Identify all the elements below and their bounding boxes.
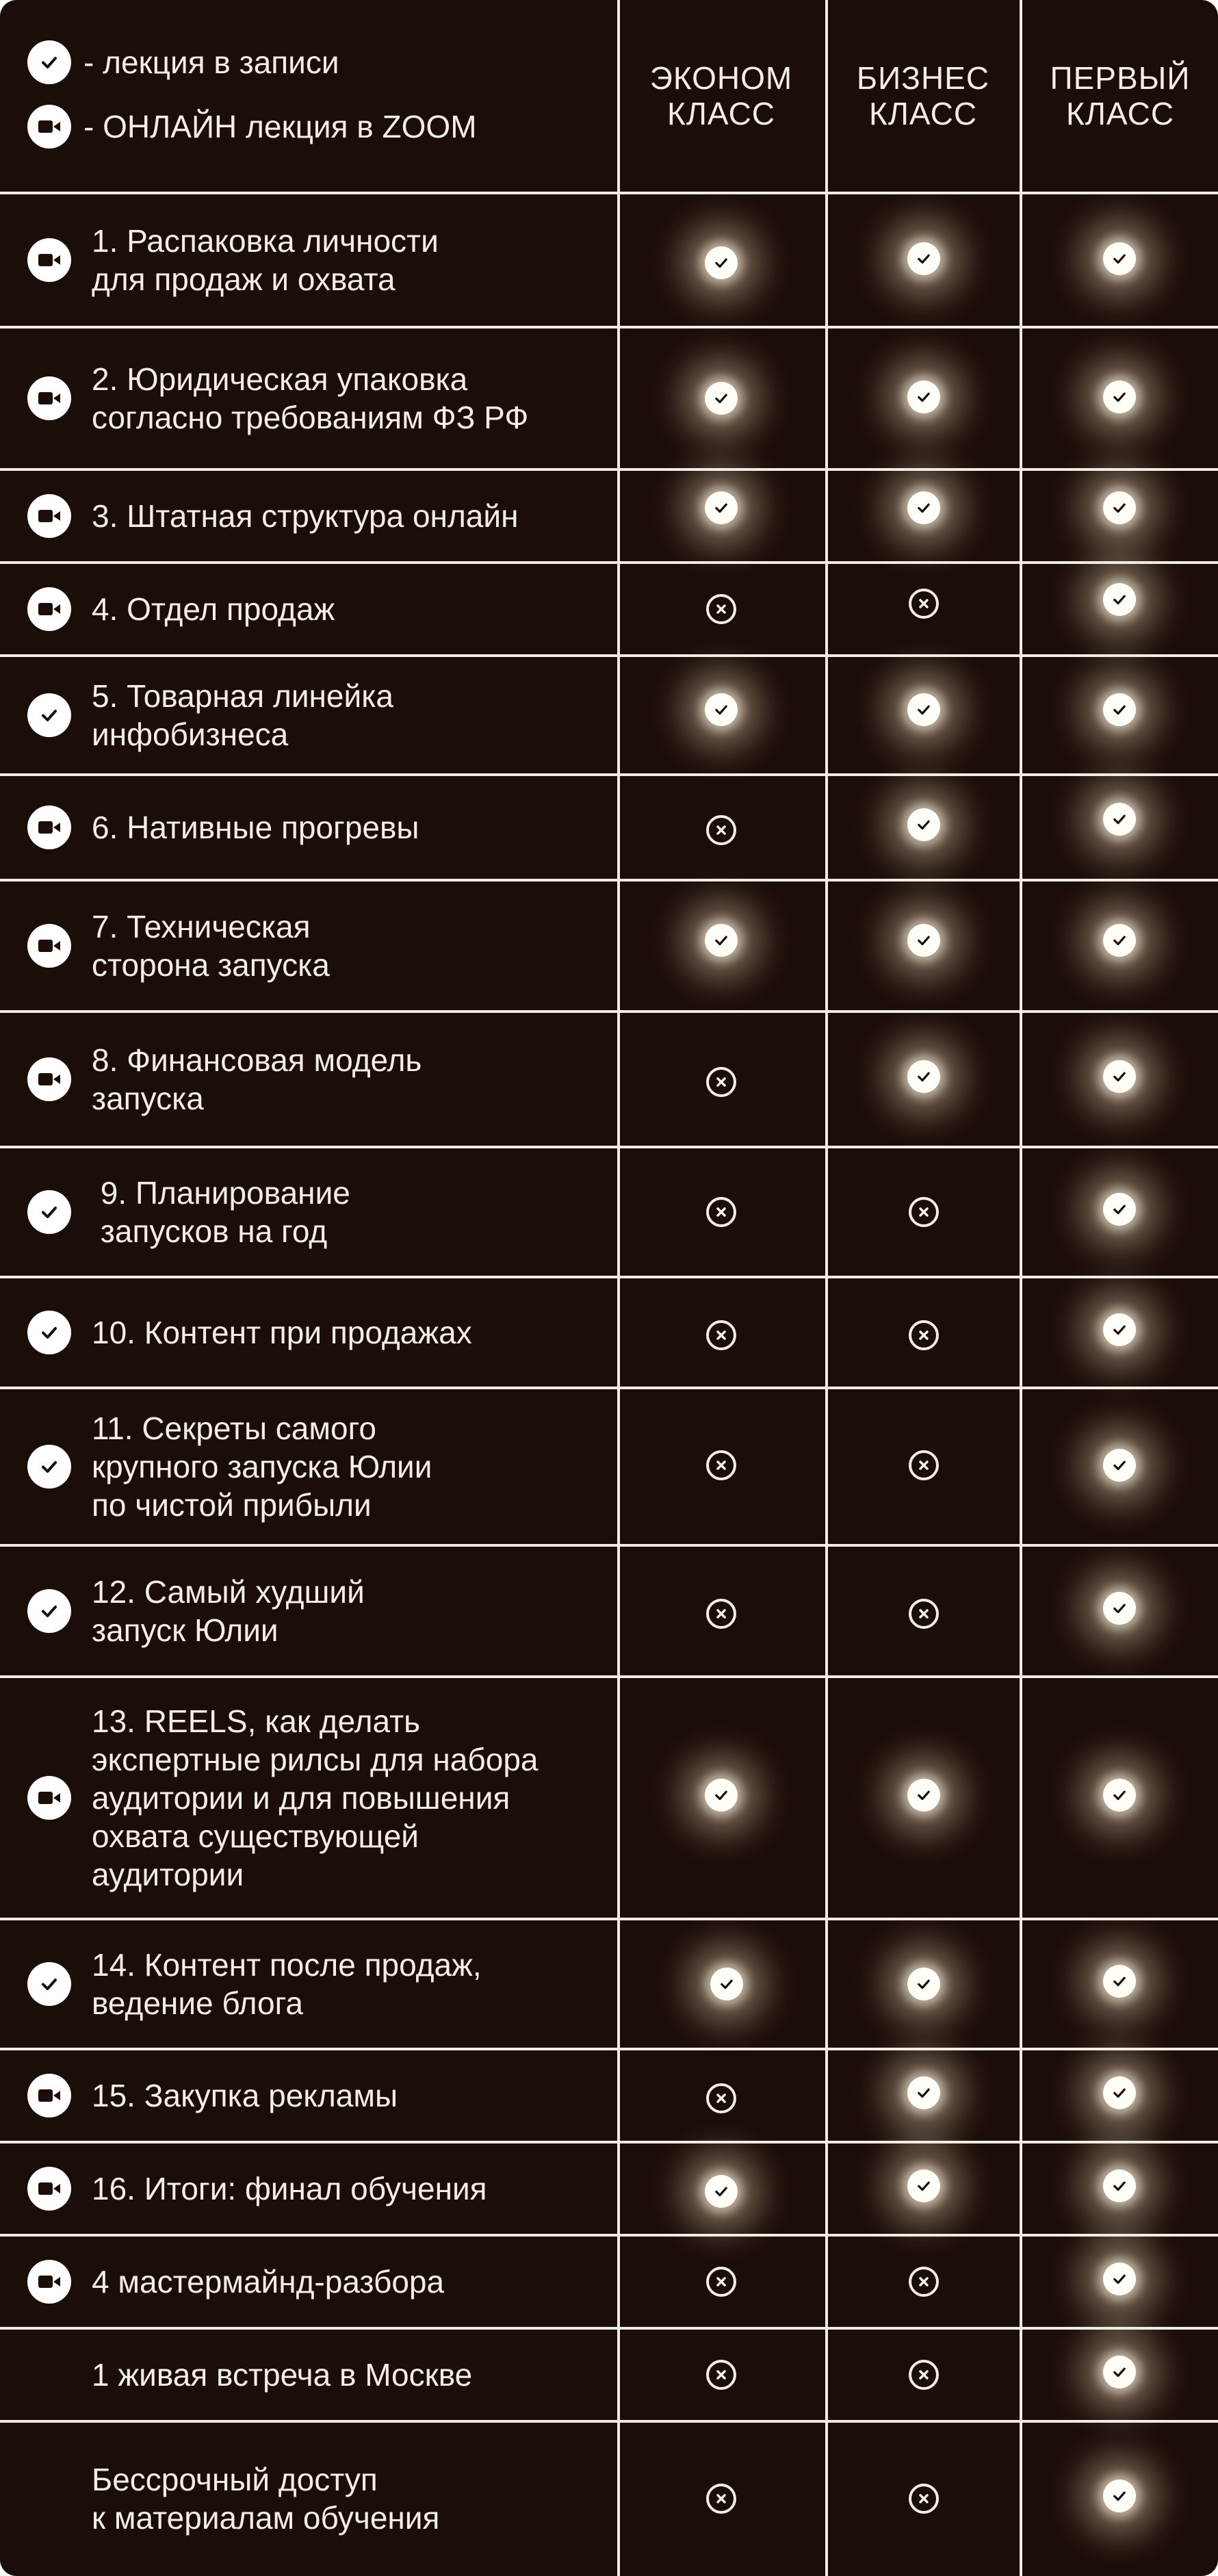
table-row bbox=[0, 2235, 1218, 2328]
row-title bbox=[92, 222, 625, 298]
table-row bbox=[0, 1677, 1218, 1919]
row-divider bbox=[0, 2141, 1218, 2143]
row-divider bbox=[0, 1387, 1218, 1389]
included-check-icon bbox=[1103, 1592, 1136, 1625]
table-row bbox=[0, 2142, 1218, 2235]
excluded-x-icon bbox=[706, 2484, 736, 2514]
excluded-x-icon bbox=[909, 589, 939, 619]
table-row bbox=[0, 656, 1218, 775]
row-title bbox=[92, 2263, 625, 2301]
table-row bbox=[0, 1919, 1218, 2049]
table-row bbox=[0, 2049, 1218, 2142]
row-title-line: запуска bbox=[92, 1081, 204, 1116]
check-icon bbox=[27, 1962, 71, 2006]
column-divider bbox=[825, 0, 828, 2576]
row-title-line: по чистой прибыли bbox=[92, 1487, 372, 1523]
video-camera-icon bbox=[27, 587, 71, 631]
row-title-line: 1 живая встреча в Москве bbox=[92, 2357, 473, 2393]
row-label bbox=[27, 1277, 625, 1388]
table-row bbox=[0, 469, 1218, 563]
row-divider bbox=[0, 1544, 1218, 1547]
excluded-x-icon bbox=[909, 2360, 939, 2390]
row-title-line: 1. Распаковка личности bbox=[92, 223, 439, 259]
excluded-x-icon bbox=[909, 1320, 939, 1350]
row-title bbox=[92, 1409, 625, 1524]
table-row bbox=[0, 1388, 1218, 1545]
included-check-icon bbox=[1103, 693, 1136, 726]
included-check-icon bbox=[1103, 1193, 1136, 1226]
row-title-line: 3. Штатная структура онлайн bbox=[92, 498, 519, 534]
check-icon bbox=[27, 1589, 71, 1633]
row-divider bbox=[0, 468, 1218, 471]
row-label bbox=[27, 2142, 625, 2235]
included-check-icon bbox=[1103, 1060, 1136, 1093]
video-camera-icon bbox=[27, 105, 71, 149]
row-title bbox=[92, 1174, 625, 1250]
row-title bbox=[92, 590, 625, 628]
row-title bbox=[92, 1946, 625, 2022]
row-title-line: запусков на год bbox=[92, 1213, 328, 1249]
included-check-icon bbox=[705, 246, 738, 279]
included-check-icon bbox=[1103, 2480, 1136, 2512]
row-title-line: 12. Самый худший bbox=[92, 1574, 365, 1610]
row-title-line: 2. Юридическая упаковка bbox=[92, 361, 468, 397]
column-header-economy: ЭКОНОМ КЛАСС bbox=[649, 60, 793, 131]
row-divider bbox=[0, 326, 1218, 329]
excluded-x-icon bbox=[909, 2484, 939, 2514]
row-label bbox=[27, 469, 625, 563]
legend-recorded bbox=[27, 38, 339, 86]
excluded-x-icon bbox=[909, 2267, 939, 2297]
row-title bbox=[92, 1573, 625, 1649]
excluded-x-icon bbox=[706, 815, 736, 845]
included-check-icon bbox=[705, 2175, 738, 2208]
row-title-line: крупного запуска Юлии bbox=[92, 1449, 432, 1484]
row-divider bbox=[0, 773, 1218, 776]
row-divider bbox=[0, 654, 1218, 657]
included-check-icon bbox=[907, 2076, 940, 2109]
row-title-line: 16. Итоги: финал обучения bbox=[92, 2171, 487, 2206]
included-check-icon bbox=[705, 924, 738, 957]
table-row bbox=[0, 1147, 1218, 1277]
check-icon bbox=[27, 1445, 71, 1489]
excluded-x-icon bbox=[706, 2083, 736, 2113]
included-check-icon bbox=[907, 1779, 940, 1812]
table-row bbox=[0, 2421, 1218, 2576]
row-title bbox=[92, 808, 625, 847]
row-title bbox=[92, 2460, 625, 2537]
included-check-icon bbox=[1103, 2076, 1136, 2109]
row-divider bbox=[0, 1918, 1218, 1920]
row-title bbox=[92, 1313, 625, 1352]
included-check-icon bbox=[705, 491, 738, 524]
included-check-icon bbox=[705, 693, 738, 726]
table-row bbox=[0, 563, 1218, 656]
row-label bbox=[27, 563, 625, 656]
included-check-icon bbox=[1103, 2169, 1136, 2202]
excluded-x-icon bbox=[706, 2267, 736, 2297]
included-check-icon bbox=[1103, 583, 1136, 616]
included-check-icon bbox=[1103, 381, 1136, 413]
row-label bbox=[27, 2421, 625, 2576]
row-title bbox=[92, 907, 625, 984]
column-header-business: БИЗНЕС КЛАСС bbox=[856, 60, 990, 131]
video-camera-icon bbox=[27, 2074, 71, 2117]
row-title-line: 9. Планирование bbox=[92, 1175, 350, 1211]
excluded-x-icon bbox=[909, 1599, 939, 1629]
included-check-icon bbox=[907, 242, 940, 275]
row-label bbox=[27, 2235, 625, 2328]
excluded-x-icon bbox=[706, 1450, 736, 1480]
included-check-icon bbox=[1103, 2356, 1136, 2388]
row-label bbox=[27, 1677, 625, 1919]
row-label bbox=[27, 1919, 625, 2049]
included-check-icon bbox=[907, 1060, 940, 1093]
row-title-line: 14. Контент после продаж, bbox=[92, 1947, 482, 1983]
included-check-icon bbox=[907, 381, 940, 413]
row-title-line: 7. Техническая bbox=[92, 909, 311, 944]
row-divider bbox=[0, 1146, 1218, 1148]
row-label bbox=[27, 1147, 625, 1277]
row-title-line: 10. Контент при продажах bbox=[92, 1315, 472, 1350]
included-check-icon bbox=[1103, 924, 1136, 957]
row-title bbox=[92, 677, 625, 754]
video-camera-icon bbox=[27, 376, 71, 420]
excluded-x-icon bbox=[909, 1197, 939, 1227]
row-title-line: сторона запуска bbox=[92, 947, 330, 983]
included-check-icon bbox=[1103, 803, 1136, 836]
row-divider bbox=[0, 2048, 1218, 2050]
video-camera-icon bbox=[27, 494, 71, 538]
table-row bbox=[0, 1012, 1218, 1147]
row-divider bbox=[0, 1010, 1218, 1013]
column-header-first: ПЕРВЫЙ КЛАСС bbox=[1050, 60, 1191, 131]
legend-recorded-text: - лекция в записи bbox=[83, 44, 339, 80]
row-title-line: запуск Юлии bbox=[92, 1612, 278, 1648]
legend-online-text: - ОНЛАЙН лекция в ZOOM bbox=[83, 109, 477, 144]
included-check-icon bbox=[1103, 2263, 1136, 2295]
row-title bbox=[92, 360, 625, 437]
row-divider bbox=[0, 561, 1218, 564]
included-check-icon bbox=[1103, 491, 1136, 524]
row-title-line: 5. Товарная линейка bbox=[92, 678, 393, 714]
row-title-line: аудитории и для повышения bbox=[92, 1780, 510, 1816]
row-title-line: 6. Нативные прогревы bbox=[92, 810, 419, 845]
row-label bbox=[27, 2049, 625, 2142]
video-camera-icon bbox=[27, 806, 71, 849]
row-title-line: Бессрочный доступ bbox=[92, 2462, 378, 2497]
row-title-line: 4. Отдел продаж bbox=[92, 591, 335, 627]
table-row bbox=[0, 2328, 1218, 2421]
table-row bbox=[0, 327, 1218, 469]
row-divider bbox=[0, 192, 1218, 194]
check-icon bbox=[27, 40, 71, 84]
row-divider bbox=[0, 2234, 1218, 2237]
row-title bbox=[92, 2356, 625, 2394]
row-title-line: инфобизнеса bbox=[92, 717, 289, 752]
row-title bbox=[92, 1041, 625, 1118]
row-title bbox=[92, 2169, 625, 2208]
check-icon bbox=[27, 693, 71, 737]
table-row bbox=[0, 775, 1218, 880]
included-check-icon bbox=[1103, 1965, 1136, 1998]
row-divider bbox=[0, 2420, 1218, 2423]
excluded-x-icon bbox=[706, 594, 736, 624]
row-label bbox=[27, 775, 625, 880]
video-camera-icon bbox=[27, 2167, 71, 2211]
included-check-icon bbox=[1103, 1449, 1136, 1482]
legend-online bbox=[27, 103, 477, 151]
video-camera-icon bbox=[27, 924, 71, 968]
row-title-line: 8. Финансовая модель bbox=[92, 1042, 422, 1078]
table-row bbox=[0, 1277, 1218, 1388]
video-camera-icon bbox=[27, 238, 71, 282]
included-check-icon bbox=[1103, 242, 1136, 275]
row-title-line: аудитории bbox=[92, 1857, 244, 1892]
row-label bbox=[27, 1012, 625, 1147]
video-camera-icon bbox=[27, 1776, 71, 1820]
row-title bbox=[92, 1702, 625, 1894]
row-title-line: 15. Закупка рекламы bbox=[92, 2078, 398, 2113]
row-label bbox=[27, 1545, 625, 1677]
row-title-line: для продаж и охвата bbox=[92, 261, 396, 297]
included-check-icon bbox=[710, 1968, 743, 2000]
row-title-line: к материалам обучения bbox=[92, 2500, 440, 2536]
included-check-icon bbox=[907, 924, 940, 957]
check-icon bbox=[27, 1311, 71, 1354]
row-divider bbox=[0, 1675, 1218, 1678]
excluded-x-icon bbox=[706, 2360, 736, 2390]
row-divider bbox=[0, 1276, 1218, 1278]
row-title-line: 4 мастермайнд-разбора bbox=[92, 2264, 445, 2300]
row-title-line: ведение блога bbox=[92, 1985, 303, 2021]
included-check-icon bbox=[907, 693, 940, 726]
video-camera-icon bbox=[27, 2260, 71, 2304]
excluded-x-icon bbox=[706, 1599, 736, 1629]
row-title-line: согласно требованиям ФЗ РФ bbox=[92, 400, 529, 435]
row-label bbox=[27, 656, 625, 775]
row-title-line: 13. REELS, как делать bbox=[92, 1703, 421, 1739]
row-title-line: охвата существующей bbox=[92, 1818, 419, 1854]
row-label bbox=[27, 2328, 625, 2421]
row-label bbox=[27, 327, 625, 469]
row-label bbox=[27, 193, 625, 327]
included-check-icon bbox=[907, 2169, 940, 2202]
excluded-x-icon bbox=[706, 1320, 736, 1350]
row-title-line: экспертные рилсы для набора bbox=[92, 1742, 539, 1777]
table-row bbox=[0, 880, 1218, 1012]
check-icon bbox=[27, 1190, 71, 1234]
included-check-icon bbox=[907, 1968, 940, 2000]
included-check-icon bbox=[705, 1779, 738, 1812]
included-check-icon bbox=[907, 808, 940, 841]
row-divider bbox=[0, 879, 1218, 881]
video-camera-icon bbox=[27, 1057, 71, 1101]
table-row bbox=[0, 1545, 1218, 1677]
excluded-x-icon bbox=[909, 1450, 939, 1480]
row-label bbox=[27, 880, 625, 1012]
included-check-icon bbox=[907, 491, 940, 524]
included-check-icon bbox=[705, 382, 738, 415]
table-row bbox=[0, 193, 1218, 327]
row-label bbox=[27, 1388, 625, 1545]
column-divider bbox=[617, 0, 620, 2576]
included-check-icon bbox=[1103, 1779, 1136, 1812]
row-title bbox=[92, 497, 625, 535]
excluded-x-icon bbox=[706, 1197, 736, 1227]
excluded-x-icon bbox=[706, 1067, 736, 1097]
included-check-icon bbox=[1103, 1313, 1136, 1346]
row-title-line: 11. Секреты самого bbox=[92, 1411, 376, 1446]
row-divider bbox=[0, 2327, 1218, 2330]
row-title bbox=[92, 2076, 625, 2115]
column-divider bbox=[1020, 0, 1022, 2576]
